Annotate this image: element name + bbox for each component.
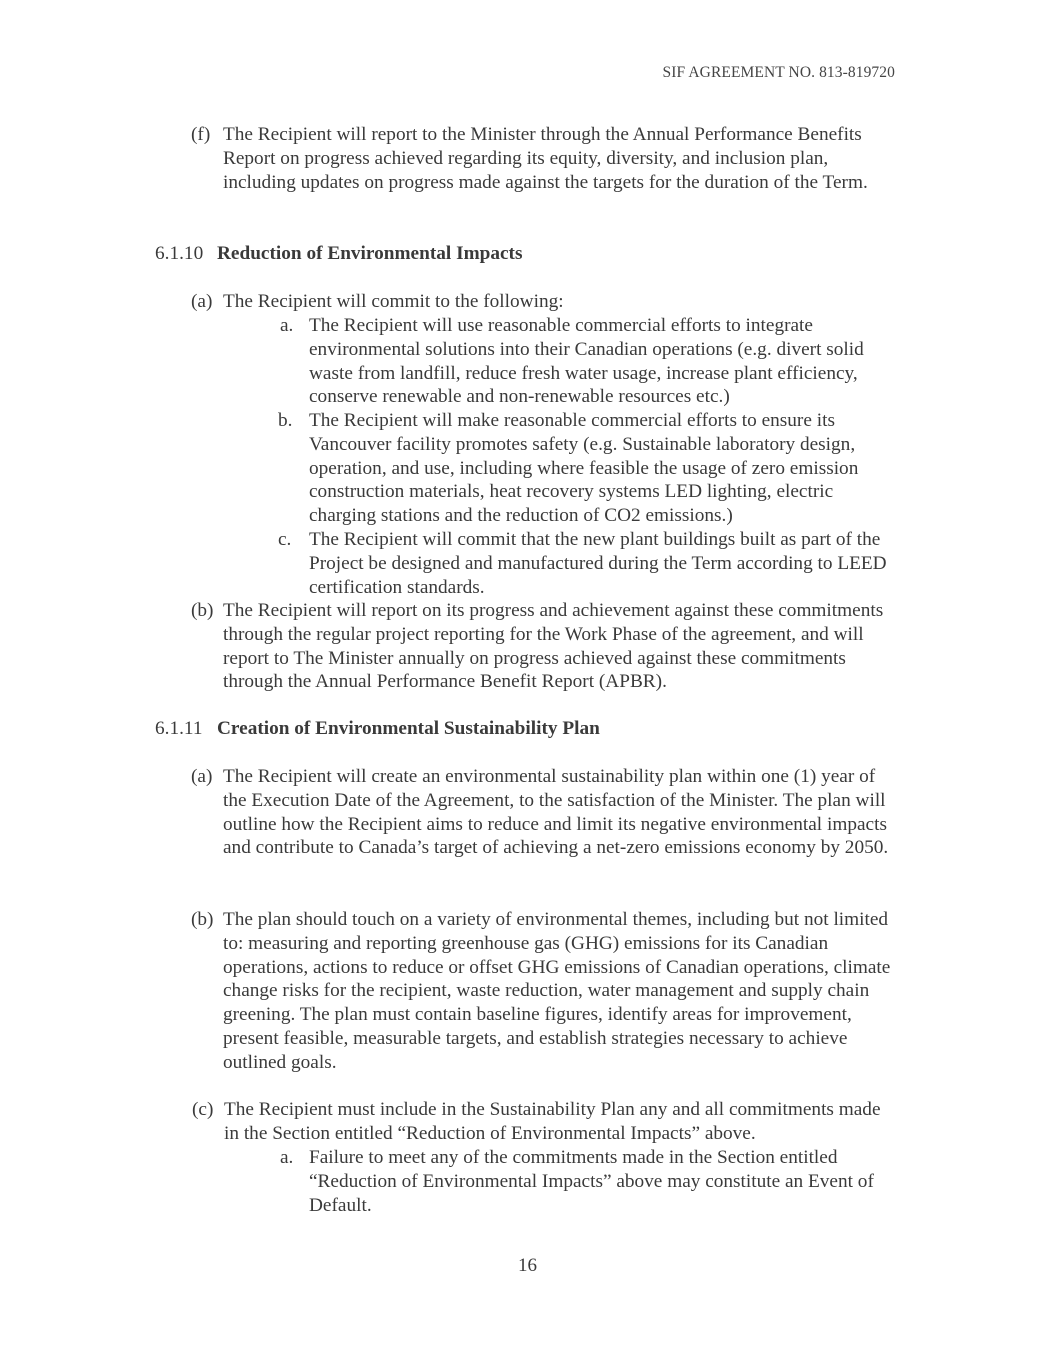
agreement-number-header: SIF AGREEMENT NO. 813-819720 bbox=[662, 64, 895, 81]
clause-text: The Recipient will create an environmental sustainability plan within one (1) year of the Execution Date of the Agreement, to the satisfaction of the Minister. The plan will outline how the Recipient aims to reduce and limit its negative environmental impacts and contribute to Canada’s target of achieving a net-zero emissions economy by 2050. bbox=[223, 766, 889, 859]
clause-f-marker: (f) bbox=[191, 124, 211, 145]
subclause-text: The Recipient will use reasonable commercial efforts to integrate environmental solutions into their Canadian operations (e.g. divert solid waste from landfill, reduce fresh water usage, increase plant efficiency, conserve renewable and non-renewable resources etc.) bbox=[309, 315, 864, 408]
section-title: Reduction of Environmental Impacts bbox=[217, 243, 523, 264]
clause-6-1-10-a bbox=[191, 290, 881, 314]
clause-marker: (b) bbox=[191, 600, 214, 621]
subclause-6-1-10-a-a bbox=[280, 314, 898, 409]
clause-marker: (c) bbox=[192, 1099, 214, 1120]
subclause-text: Failure to meet any of the commitments made in the Section entitled “Reduction of Environmental Impacts” above may constitute an Event of Default. bbox=[309, 1147, 874, 1216]
clause-f bbox=[191, 123, 881, 194]
clause-6-1-11-a bbox=[191, 765, 901, 860]
subclause-marker: c. bbox=[278, 529, 292, 550]
clause-text: The Recipient will commit to the following: bbox=[223, 291, 564, 312]
subclause-text: The Recipient will commit that the new plant buildings built as part of the Project be designed and manufactured during the Term according to LEED certification standards. bbox=[309, 529, 887, 598]
page-number: 16 bbox=[518, 1255, 537, 1276]
subclause-6-1-10-a-c bbox=[278, 528, 898, 599]
section-number: 6.1.10 bbox=[155, 243, 204, 264]
subclause-6-1-11-c-a bbox=[280, 1146, 898, 1217]
clause-text: The Recipient will report on its progress and achievement against these commitments through the regular project reporting for the Work Phase of the agreement, and will report to The Minister annually on progress achieved against these commitments through the Annual Performance Benefit Report (APBR). bbox=[223, 600, 884, 693]
clause-marker: (a) bbox=[191, 766, 213, 787]
section-heading-6-1-10 bbox=[155, 242, 522, 266]
section-heading-6-1-11 bbox=[155, 717, 600, 741]
clause-text: The Recipient must include in the Sustainability Plan any and all commitments made in the Section entitled “Reduction of Environmental Impacts” above. bbox=[224, 1099, 881, 1144]
section-title: Creation of Environmental Sustainability Plan bbox=[217, 718, 600, 739]
subclause-marker: b. bbox=[278, 410, 293, 431]
clause-marker: (b) bbox=[191, 909, 214, 930]
clause-marker: (a) bbox=[191, 291, 213, 312]
section-number: 6.1.11 bbox=[155, 718, 203, 739]
subclause-marker: a. bbox=[280, 315, 294, 336]
clause-6-1-11-c bbox=[192, 1098, 897, 1146]
clause-6-1-11-b bbox=[191, 908, 901, 1075]
subclause-6-1-10-a-b bbox=[278, 409, 898, 528]
subclause-text: The Recipient will make reasonable commercial efforts to ensure its Vancouver facility promotes safety (e.g. Sustainable laboratory design, operation, and use, including where feasible the usage of zero emission construction materials, heat recovery systems LED lighting, electric charging stations and the reduction of CO2 emissions.) bbox=[309, 410, 859, 527]
clause-text: The plan should touch on a variety of environmental themes, including but not limited to: measuring and reporting greenhouse gas (GHG) emissions for its Canadian operations, actions to reduce or offset GHG emissions of Canadian operations, climate change risks for the recipient, waste reduction, water management and supply chain greening. The plan must contain baseline figures, identify areas for improvement, present feasible, measurable targets, and establish strategies necessary to achieve outlined goals. bbox=[223, 909, 891, 1073]
clause-f-text: The Recipient will report to the Minister through the Annual Performance Benefits Report on progress achieved regarding its equity, diversity, and inclusion plan, including updates on progress made against the targets for the duration of the Term. bbox=[223, 124, 868, 193]
subclause-marker: a. bbox=[280, 1147, 294, 1168]
clause-6-1-10-b bbox=[191, 599, 901, 694]
